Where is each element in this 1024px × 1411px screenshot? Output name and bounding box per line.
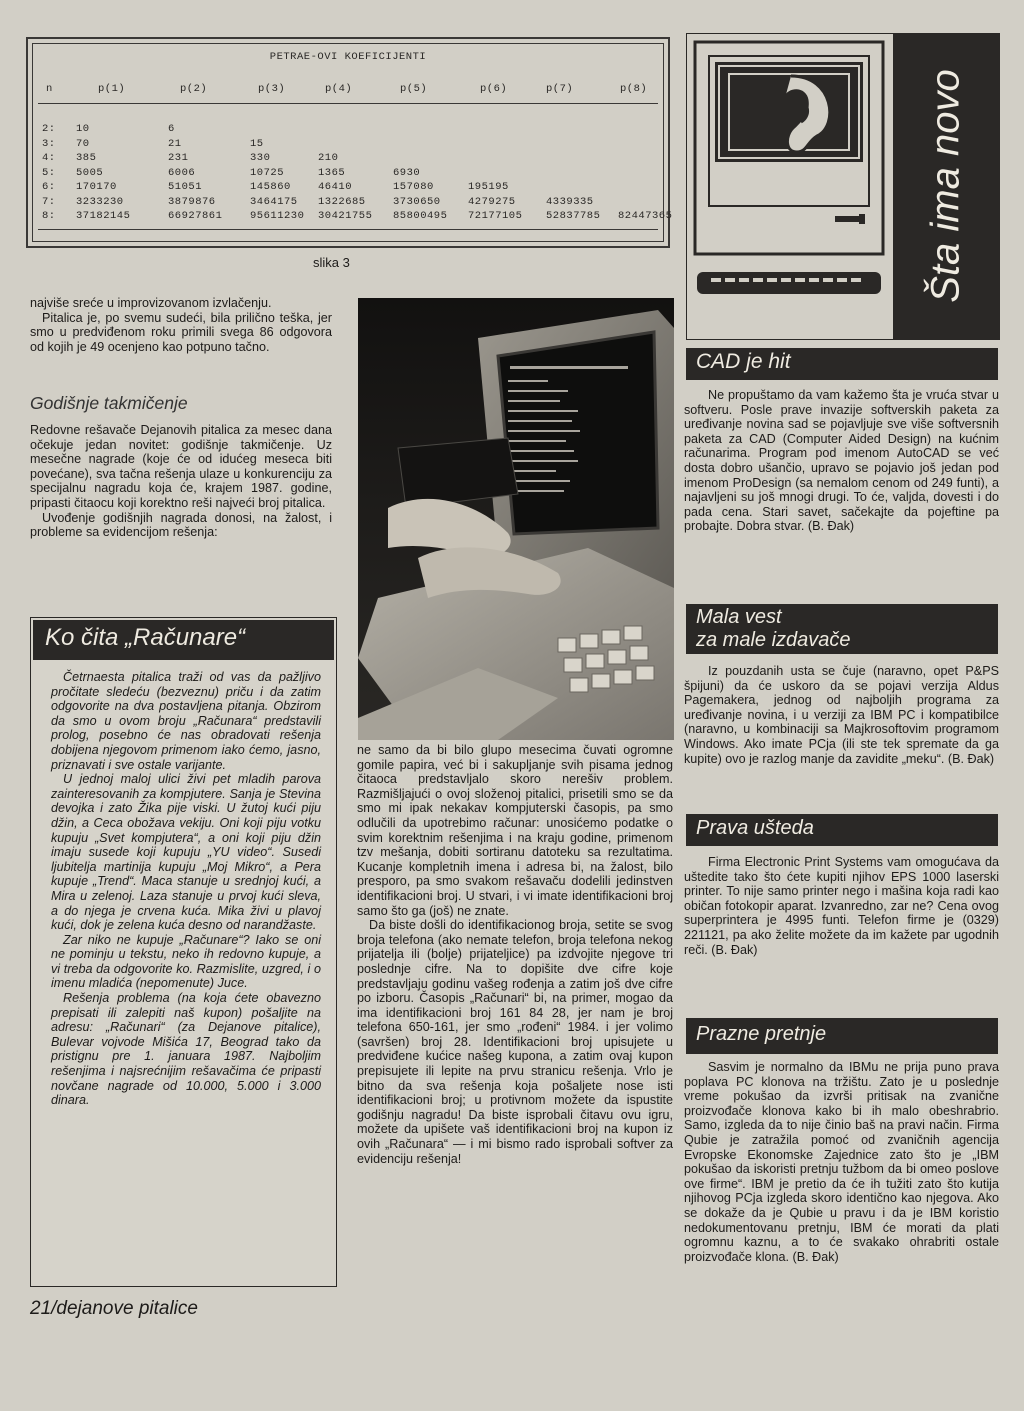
page-footer: 21/dejanove pitalice [30, 1298, 198, 1319]
header-cell: p(4) [325, 83, 353, 95]
table-cell: 30421755 [318, 210, 373, 222]
table-cell: 3879876 [168, 195, 216, 208]
table-cell: 385 [76, 152, 97, 164]
table-cell: 210 [318, 152, 339, 164]
table-cell: 10725 [250, 166, 285, 179]
vertical-title-bar [893, 34, 999, 339]
news-title-bar [686, 348, 998, 380]
table-cell: 15 [250, 137, 264, 150]
news-title: Prava ušteda [696, 817, 814, 839]
table-cell: 72177105 [468, 210, 523, 222]
column-1-intro [30, 296, 332, 354]
header-cell: p(7) [546, 83, 574, 95]
column-1-section [30, 423, 332, 540]
table-row [28, 196, 668, 210]
puzzle-box-header [33, 620, 334, 660]
figure-caption: slika 3 [313, 255, 350, 270]
paragraph: najviše sreće u improvizovanom izvlačenju. [30, 296, 272, 310]
table-cell: 52837785 [546, 210, 601, 222]
table-cell: 70 [76, 137, 90, 150]
table-cell: 6: [42, 181, 56, 193]
news-body [684, 664, 999, 766]
table-rule [38, 103, 658, 104]
header-cell: n [46, 83, 53, 95]
table-cell: 21 [168, 137, 182, 150]
header-cell: p(1) [98, 83, 126, 95]
table-cell: 6930 [393, 166, 421, 179]
paragraph: Uvođenje godišnjih nagrada donosi, na žalost, i probleme sa evidencijom rešenja: [30, 510, 332, 540]
news-title-bar [686, 1018, 998, 1054]
table-cell: 46410 [318, 181, 353, 193]
paragraph: Firma Electronic Print Systems vam omogućava da uštedite tako što ćete kupiti njihov EPS 1000 laserski printer. To nije samo printer nego i mašina koja radi kao običan fotokopir aparat. Izvanredno, zar ne? Cena ovog superprintera je 4995 funti. Telefon firme je (0329) 221121, pa ako želite možete da im kažete par ugodnih reči. (B. Đak) [684, 855, 999, 957]
section-heading: Godišnje takmičenje [30, 393, 188, 413]
coefficients-table [26, 37, 673, 248]
header-cell: p(6) [480, 83, 508, 95]
table-row [28, 138, 668, 152]
table-cell: 6 [168, 123, 175, 135]
news-title-bar [686, 814, 998, 846]
table-row [28, 181, 668, 195]
table-cell: 37182145 [76, 210, 131, 222]
table-cell: 195195 [468, 181, 509, 193]
news-body [684, 855, 999, 957]
table-cell: 170170 [76, 181, 117, 193]
table-cell: 8: [42, 210, 56, 222]
table-cell: 157080 [393, 181, 434, 193]
table-cell: 3: [42, 137, 56, 150]
news-title-bar [686, 604, 998, 654]
paragraph: Rešenja problema (na koja ćete obavezno prepisati ili zalepiti naš kupon) pošaljite na adresu: „Računari“ (za Dejanove pitalice), Bulevar vojvode Mišića 17, Beograd tako da pristignu pre 1. januara 1987. Najboljim rešenjima i najsrećnijim rešavačima će pripasti novčane nagrade od 10.000, 5.000 i 3.000 dinara. [51, 991, 321, 1108]
table-cell: 231 [168, 152, 189, 164]
paragraph: Zar niko ne kupuje „Računare“? Iako se oni ne pominju u tekstu, neko ih redovno kupuje, a vi treba da odgovorite ko. Razmislite, uzgred, i o imenu mladića (nepomenute) Juce. [51, 932, 321, 991]
table-row [28, 210, 673, 224]
table-cell: 51051 [168, 181, 203, 193]
news-title: Prazne pretnje [696, 1023, 827, 1045]
puzzle-text [51, 670, 321, 1108]
news-title: Mala vest [696, 606, 782, 628]
table-row [28, 152, 668, 166]
news-title: CAD je hit [696, 350, 791, 373]
table-cell: 3464175 [250, 195, 298, 208]
table-cell: 10 [76, 123, 90, 135]
computer-illustration [689, 36, 889, 336]
table-cell: 95611230 [250, 210, 305, 222]
table-cell: 82447365 [618, 210, 673, 222]
paragraph: Ne propuštamo da vam kažemo šta je vruća stvar u softveru. Posle prave invazije softverskih paketa za uređivanje novina sad se pojavljuje sve više softversnih paketa za CAD (Computer Aided Design) na kućnim računarima. Program pod imenom AutoCAD se već dosta dobro ušančio, upravo se pojavio još jedan pod imenom ProDesign (sa nemalom cenom od 249 funti), a najavljeni su još mnogi drugi. To će, valjda, dovesti i do pada cena. Stari savet, sačekajte da pojeftine pa probajte. Dobra stvar. (B. Đak) [684, 388, 999, 534]
table-cell: 6006 [168, 166, 196, 179]
news-body [684, 1060, 999, 1264]
table-row [28, 123, 668, 137]
paragraph: Da biste došli do identifikacionog broja, setite se svog broja telefona (ako nemate telefon, broja telefona nekog prijatelja ili (bolje) prijateljice) pa izdvojite njegove tri poslednje cifre. Na to dopišite dve cifre koje predstavljaju godinu vašeg rođenja a zatim još dve cifre po izboru. Časopis „Računari“ bi, na primer, mogao da ima identifikacioni broj 161 84 28, jer nam je broj telefona 650-161, jer smo „rođeni“ 1984. i jer volimo (savršen) broj 28. Identifikacioni broj upisujete u predviđene kućice našeg kupona, a zatim ovaj kupon prepisujete ili lepite na prvu stranicu rešenja. Vrlo je bitno da sva rešenja koja pošaljete nose isti identifikacioni broj; u protivnom možete da ispustite godišnju nagradu! Da biste isprobali čitavu ovu igru, možete da upišete vaš identifikacioni broj na kupon iz ovih „Računara“ — i mi bismo rado isprobali softver za evidenciju rešenja! [357, 918, 673, 1166]
table-cell: 4339335 [546, 195, 594, 208]
header-cell: p(2) [180, 83, 208, 95]
header-cell: p(3) [258, 83, 286, 95]
paragraph: Četrnaesta pitalica traži od vas da pažljivo pročitate sledeću (bezveznu) priču i da zatim odgovorite na dva postavljena pitanja. Obzirom da smo u ovom broju „Računara“ predstavili prolog, posebno će nas obradovati rešenja dobijena njegovom primenom iako ćemo, jasno, priznavati i sve ostale varijante. [51, 670, 321, 772]
news-header-panel [686, 33, 1000, 340]
paragraph: ne samo da bi bilo glupo mesecima čuvati ogromne gomile papira, već bi i sakupljanje svih pisama jednog čitaoca predstavljalo skoro nerešiv problem. Razmišljajući o ovoj složenoj pitalici, prisetili smo se da smo mi ipak nekakav kompjuterski časopis, pa smo odlučili da upotrebimo računar: unosićemo podatke o svim korektnim rešenjima i na kraju godine, primenom tzv mešanja, dobiti sortiranu datoteku sa rezultatima. Kucanje kompletnih imena i adresa bi, na žalost, bilo presporo, pa smo svakom rešavaču dodelili jedinstven identifikacioni broj. U stvari, i vi imate identifikacioni broj samo što ga (još) ne znate. [357, 743, 673, 918]
header-cell: p(5) [400, 83, 428, 95]
table-cell: 2: [42, 123, 56, 135]
paragraph: Redovne rešavače Dejanovih pitalica za mesec dana očekuje jedan novitet: godišnje takmičenje. Uz mesečne nagrade (koje će od idućeg meseca biti povećane), sva tačna rešenja ulaze u konkurenciju za specijalnu nagradu koja će, krajem 1987. godine, pripasti čitaocu koji korektno reši najveći broj pitalica. [30, 423, 332, 510]
computer-photo [358, 298, 674, 740]
table-cell: 3233230 [76, 195, 124, 208]
puzzle-box [30, 617, 337, 1287]
table-cell: 3730650 [393, 195, 441, 208]
table-cell: 7: [42, 195, 56, 208]
vertical-title: Šta ima novo [923, 69, 968, 303]
table-cell: 66927861 [168, 210, 223, 222]
table-cell: 85800495 [393, 210, 448, 222]
column-2-text [357, 743, 673, 1166]
table-row [28, 167, 668, 181]
table-cell: 5005 [76, 166, 104, 179]
table-cell: 4279275 [468, 195, 516, 208]
puzzle-box-title: Ko čita „Računare“ [45, 624, 246, 651]
paragraph: U jednoj maloj ulici živi pet mladih parova zainteresovanih za kompjutere. Sanja je Stevina devojka i zato Žika pije viski. U žutoj kući piju džin, a Ceca obožava vekiju. Oni koji piju votku kupuju „Svet kompjutera“, a oni koji piju džin imaju susede koji kupuju „YU video“. Susedi ljubitelja martinija kupuju „Moj Mikro“, a Pera kupuje „Trend“. Maca stanuje u srednjoj kući, a Mira u zelenoj. Laza stanuje u prvoj kući sleva, a do njega je crvena kuća. Mika živi u plavoj kući, dok je zelena kuća desno od narandžaste. [51, 772, 321, 933]
header-cell: p(8) [620, 83, 648, 95]
news-body [684, 388, 999, 534]
paragraph: Sasvim je normalno da IBMu ne prija puno prava poplava PC klonova na tržištu. Zato je u poslednje vreme pokušao da izvrši pritisak na zvanične proizvođače klonova kako bi ih malo obeshrabrio. Samo, izgleda da to nije činio baš na pravi način. Firma Qubie je zatražila pomoć od zvaničnih agencija Evropske Ekonomske Zajednice zato što je „IBM pokušao da iskoristi pretnju tužbom da bi omeo poslove ove firme“. IBM je pretio da će ih tužiti zato što kutija njihovog PCja izgleda skoro identično kao njegova. Ako se dokaže da je Qubie u pravu i da je IBM koristio nedokumentovanu pretnju, IBM će morati da plati ogromnu kaznu, a to će svakako ohrabriti ostale proizvođače klona. (B. Đak) [684, 1060, 999, 1264]
table-cell: 4: [42, 152, 56, 164]
table-cell: 1322685 [318, 195, 366, 208]
paragraph: Pitalica je, po svemu sudeći, bila prilično teška, jer smo u predviđenom roku primili svega 86 odgovora od kojih je 49 ocenjeno kao potpuno tačno. [30, 310, 332, 354]
table-cell: 5: [42, 166, 56, 179]
table-cell: 1365 [318, 166, 346, 179]
paragraph: Iz pouzdanih usta se čuje (naravno, opet P&PS špijuni) da će uskoro da se pojavi verzija Aldus Pagemakera, jednog od najboljih programa za uređivanje novina, i u verziji za IBM PC i kompatibilce (naravno, u kombinaciji sa Majkrosoftovim programom Windows. Ako imate PCja (ili ste tek spremate da ga kupite) ovo je razlog manje da zavidite „meku“. (B. Đak) [684, 664, 999, 766]
news-title: za male izdavače [696, 629, 851, 651]
table-title: PETRAE-OVI KOEFICIJENTI [269, 51, 427, 63]
table-cell: 145860 [250, 181, 291, 193]
table-rule [38, 229, 658, 230]
table-cell: 330 [250, 152, 271, 164]
